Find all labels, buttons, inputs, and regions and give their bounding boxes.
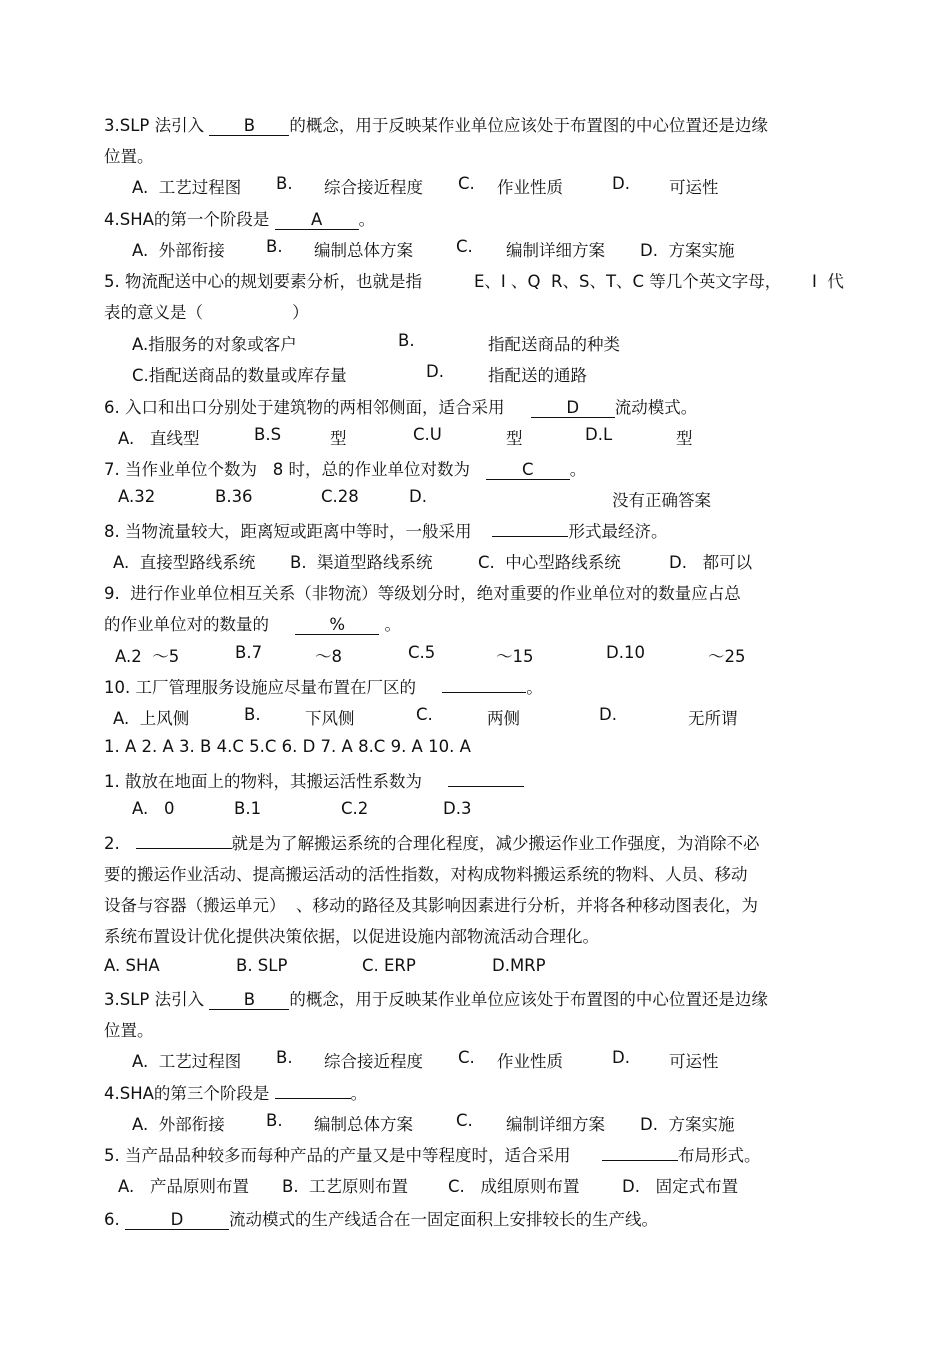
option-d: D.L: [585, 425, 613, 444]
option-c: C.5: [408, 643, 436, 662]
option-c: C. 中心型路线系统: [478, 553, 621, 572]
q-text: 1. 散放在地面上的物料，其搬运活性系数为: [104, 772, 422, 791]
q-text: 的概念，用于反映某作业单位应该处于布置图的中心位置还是边缘: [289, 990, 768, 1009]
answer-blank: %: [295, 616, 379, 635]
option-c: C.28: [321, 487, 359, 506]
q-text: 6. 入口和出口分别处于建筑物的两相邻侧面，适合采用: [104, 398, 505, 417]
question-4-a: [104, 206, 375, 230]
question-cont: 位置。: [104, 147, 154, 166]
q-text: 4.SHA的第三个阶段是: [104, 1084, 270, 1103]
question-p1: [104, 768, 524, 792]
option-b: B.: [266, 237, 283, 256]
option-c-text: 编制详细方案: [506, 1115, 605, 1134]
option-b: B. 工艺原则布置: [282, 1177, 409, 1196]
option-b: B. SLP: [236, 956, 288, 975]
option-b: B.: [244, 705, 261, 724]
q-text: 4.SHA的第一个阶段是: [104, 210, 270, 229]
question-p2: [104, 830, 760, 854]
option-c: C.: [458, 1048, 475, 1067]
option-d-suffix: 型: [676, 429, 693, 448]
option-c: C.: [458, 174, 475, 193]
option-a: A. SHA: [104, 956, 160, 975]
q-text: 形式最经济。: [568, 522, 668, 541]
answer-blank: [442, 692, 526, 693]
option-b: B.: [266, 1111, 283, 1130]
option-a: A. 工艺过程图: [132, 178, 242, 197]
question-cont: 位置。: [104, 1021, 154, 1040]
q-text: 5. 当产品品种较多而每种产品的产量又是中等程度时，适合采用: [104, 1146, 571, 1165]
option-d-text: 可运性: [669, 1052, 719, 1071]
q-text: 10. 工厂管理服务设施应尽量布置在厂区的: [104, 678, 416, 697]
option-c-range: ～15: [496, 647, 534, 666]
answer-blank: [448, 786, 524, 787]
option-d-text: 可运性: [669, 178, 719, 197]
option-b-text: 指配送商品的种类: [488, 335, 620, 354]
option-a: A.32: [118, 487, 156, 506]
option-b: B.36: [215, 487, 253, 506]
question-p6: [104, 1206, 658, 1230]
q-text: 的作业单位对的数量的: [104, 615, 269, 634]
q-text: 6.: [104, 1210, 120, 1229]
q-text: 。: [350, 1084, 368, 1103]
answer-key: 1. A 2. A 3. B 4.C 5.C 6. D 7. A 8.C 9. A 10. A: [104, 737, 471, 756]
q-text: 8. 当物流量较大，距离短或距离中等时，一般采用: [104, 522, 472, 541]
option-a: A. 直接型路线系统: [113, 553, 256, 572]
option-c: C. 成组原则布置: [448, 1177, 580, 1196]
q-text: 布局形式。: [677, 1146, 761, 1165]
question-10: [104, 674, 543, 698]
option-d-text: 没有正确答案: [612, 491, 711, 510]
option-b: B.: [276, 174, 293, 193]
q-text: 流动模式。: [614, 398, 698, 417]
option-a: A. 产品原则布置: [118, 1177, 249, 1196]
answer-blank: [275, 1098, 351, 1099]
question-9: 9. 进行作业单位相互关系（非物流）等级划分时，绝对重要的作业单位对的数量应占总: [104, 584, 741, 603]
option-b: B. 渠道型路线系统: [290, 553, 433, 572]
answer-blank: [492, 536, 568, 537]
option-b: B.: [276, 1048, 293, 1067]
option-c: C. ERP: [362, 956, 416, 975]
option-b: B.: [398, 331, 415, 350]
answer-blank: C: [486, 461, 570, 480]
q-text: 的概念，用于反映某作业单位应该处于布置图的中心位置还是边缘: [289, 116, 768, 135]
option-b-text: 编制总体方案: [314, 241, 413, 260]
option-b-text: 综合接近程度: [324, 1052, 423, 1071]
option-a: A. 直线型: [118, 429, 200, 448]
q-text: 。: [384, 615, 401, 634]
answer-blank: [602, 1160, 678, 1161]
q-text: 3.SLP 法引入: [104, 990, 205, 1009]
option-b-text: 编制总体方案: [314, 1115, 413, 1134]
answer-blank: D: [125, 1211, 229, 1230]
option-d: D.10: [606, 643, 645, 662]
question-cont: 表的意义是（ ）: [104, 303, 309, 322]
option-d: D.MRP: [492, 956, 546, 975]
question-p5: [104, 1142, 760, 1166]
option-c-suffix: 型: [506, 429, 523, 448]
answer-blank: [136, 848, 232, 849]
option-c: C.2: [341, 799, 369, 818]
option-a: A.指服务的对象或客户: [132, 335, 297, 354]
option-d: D. 方案实施: [640, 241, 735, 260]
option-d-range: ～25: [708, 647, 746, 666]
option-b: B.7: [235, 643, 263, 662]
option-a: A. 工艺过程图: [132, 1052, 242, 1071]
option-b: B.1: [234, 799, 262, 818]
question-8: [104, 518, 667, 542]
question-7: [104, 456, 586, 480]
option-b: B.S: [254, 425, 282, 444]
question-p2-line4: 系统布置设计优化提供决策依据，以促进设施内部物流活动合理化。: [104, 927, 599, 946]
question-6-a: [104, 394, 697, 418]
question-p2-line3: 设备与容器（搬运单元） 、移动的路径及其影响因素进行分析，并将各种移动图表化，为: [104, 896, 758, 915]
option-c: C.: [416, 705, 433, 724]
option-a: A. 上风侧: [113, 709, 190, 728]
option-d: D.: [409, 487, 427, 506]
q-text: 。: [526, 678, 543, 697]
question-5-i: I 代: [812, 272, 844, 291]
option-d: D.: [612, 1048, 630, 1067]
question-5-letters: E、I 、Q R、S、T、C 等几个英文字母，: [474, 272, 782, 291]
q-text: 2.: [104, 834, 120, 853]
answer-blank: D: [531, 399, 615, 418]
option-d: D. 固定式布置: [622, 1177, 739, 1196]
option-d: D. 方案实施: [640, 1115, 735, 1134]
option-c-text: 作业性质: [497, 1052, 563, 1071]
option-a: A. 外部衔接: [132, 241, 225, 260]
option-d: D. 都可以: [669, 553, 753, 572]
option-c: C.U: [413, 425, 442, 444]
answer-blank: A: [275, 211, 359, 230]
answer-blank: B: [209, 117, 289, 136]
option-a: A.2 ～5: [115, 647, 180, 666]
question-9-cont: [104, 611, 401, 635]
option-c-text: 两侧: [487, 709, 520, 728]
option-b-text: 综合接近程度: [324, 178, 423, 197]
q-text: 7. 当作业单位个数为 8 时，总的作业单位对数为: [104, 460, 470, 479]
option-d: D.3: [443, 799, 472, 818]
option-d-text: 指配送的通路: [488, 366, 587, 385]
option-d: D.: [599, 705, 617, 724]
question-p3: [104, 986, 768, 1010]
option-c: C.: [456, 1111, 473, 1130]
option-c-text: 编制详细方案: [506, 241, 605, 260]
q-text: 。: [358, 210, 376, 229]
option-a: A. 外部衔接: [132, 1115, 225, 1134]
option-b-range: ～8: [315, 647, 342, 666]
option-c-text: 作业性质: [497, 178, 563, 197]
question-p4: [104, 1080, 367, 1104]
q-text: 流动模式的生产线适合在一固定面积上安排较长的生产线。: [229, 1210, 658, 1229]
option-b-suffix: 型: [330, 429, 347, 448]
answer-blank: B: [209, 991, 289, 1010]
question-3-a: [104, 112, 768, 136]
option-d: D.: [426, 362, 444, 381]
q-text: 就是为了解搬运系统的合理化程度，减少搬运作业工作强度，为消除不必: [231, 834, 760, 853]
q-text: 。: [569, 460, 587, 479]
option-c: C.: [456, 237, 473, 256]
option-a: A. 0: [132, 799, 175, 818]
question-5-a: 5. 物流配送中心的规划要素分析，也就是指: [104, 272, 422, 291]
option-d: D.: [612, 174, 630, 193]
option-b-text: 下风侧: [305, 709, 355, 728]
option-d-text: 无所谓: [688, 709, 738, 728]
question-p2-line2: 要的搬运作业活动、提高搬运活动的活性指数，对构成物料搬运系统的物料、人员、移动: [104, 865, 748, 884]
q-text: 3.SLP 法引入: [104, 116, 205, 135]
option-c: C.指配送商品的数量或库存量: [132, 366, 347, 385]
